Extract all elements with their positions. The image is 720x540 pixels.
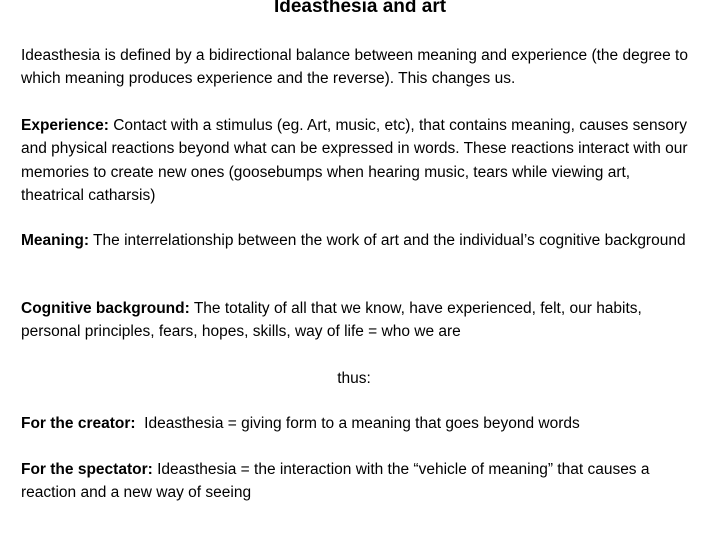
meaning-paragraph (21, 229, 690, 252)
spectator-paragraph (21, 458, 690, 505)
creator-paragraph (21, 412, 690, 435)
intro-paragraph: Ideasthesia is defined by a bidirectional balance between meaning and experience (the degree to which meaning produces experience and the reverse). This changes us. (21, 47, 688, 88)
meaning-definition: The interrelationship between the work of art and the individual’s cognitive background (89, 232, 686, 249)
creator-definition: Ideasthesia = giving form to a meaning that goes beyond words (135, 415, 580, 432)
cognitive-definition: The totality of all that we know, have experienced, felt, our habits, personal principles, fears, hopes, skills, way of life = who we are (21, 300, 642, 341)
experience-paragraph (21, 114, 690, 208)
experience-term: Experience: (21, 117, 109, 134)
creator-term: For the creator: (21, 415, 136, 432)
page-title: Ideasthesia and art (273, 0, 447, 17)
meaning-term: Meaning: (21, 232, 90, 249)
cognitive-term: Cognitive background: (21, 300, 190, 317)
experience-definition: Contact with a stimulus (eg. Art, music, etc), that contains meaning, causes sensory and physical reactions beyond what can be expressed in words. These reactions interact with our memories to create new ones (goosebumps when hearing music, tears while viewing art, theatrical catharsis) (21, 117, 688, 205)
thus-connector: thus: (337, 370, 371, 387)
spectator-term: For the spectator: (21, 461, 153, 478)
spectator-definition: Ideasthesia = the interaction with the “vehicle of meaning” that causes a reaction and a new way of seeing (21, 461, 650, 502)
cognitive-paragraph (21, 297, 690, 344)
